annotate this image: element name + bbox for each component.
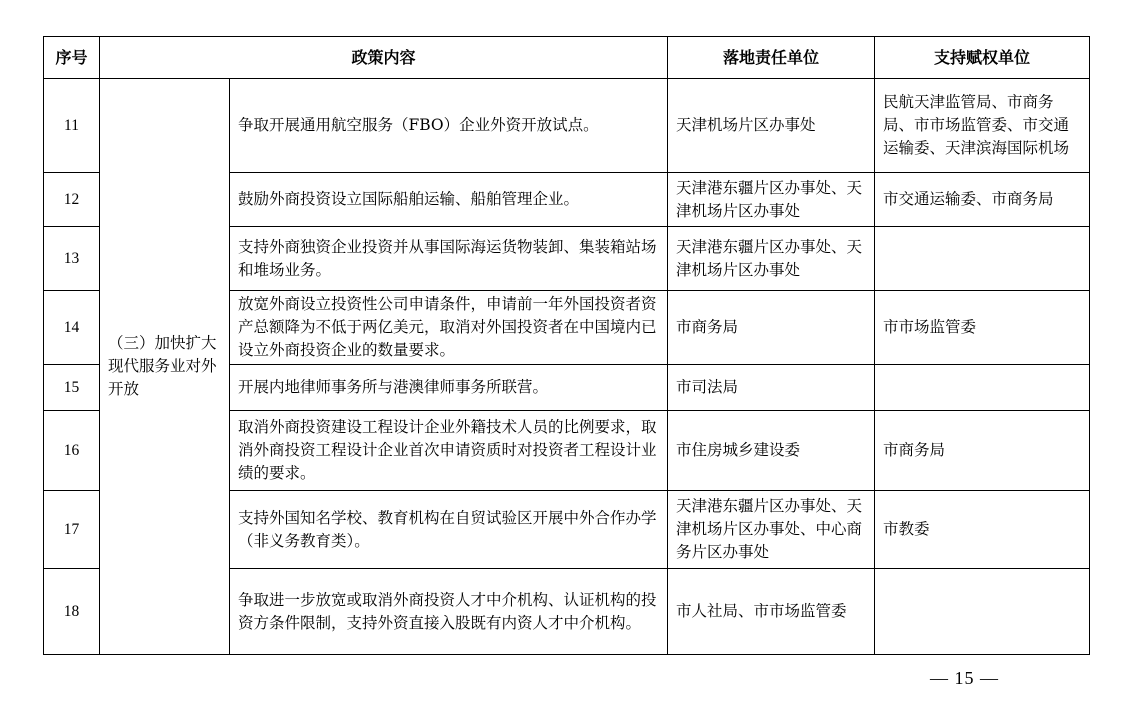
policy-content: 支持外国知名学校、教育机构在自贸试验区开展中外合作办学（非义务教育类）。 <box>230 491 668 569</box>
header-unit: 落地责任单位 <box>668 37 875 79</box>
row-number: 14 <box>44 291 100 365</box>
supporting-unit: 民航天津监管局、市商务局、市市场监管委、市交通运输委、天津滨海国际机场 <box>875 79 1090 173</box>
header-no: 序号 <box>44 37 100 79</box>
policy-content: 开展内地律师事务所与港澳律师事务所联营。 <box>230 365 668 411</box>
responsible-unit: 天津港东疆片区办事处、天津机场片区办事处 <box>668 173 875 227</box>
responsible-unit: 市人社局、市市场监管委 <box>668 569 875 655</box>
responsible-unit: 市住房城乡建设委 <box>668 411 875 491</box>
responsible-unit: 市司法局 <box>668 365 875 411</box>
responsible-unit: 天津港东疆片区办事处、天津机场片区办事处 <box>668 227 875 291</box>
responsible-unit: 天津港东疆片区办事处、天津机场片区办事处、中心商务片区办事处 <box>668 491 875 569</box>
category-cell: （三）加快扩大现代服务业对外开放 <box>100 79 230 655</box>
supporting-unit: 市教委 <box>875 491 1090 569</box>
header-content: 政策内容 <box>100 37 668 79</box>
policy-table <box>43 36 1090 655</box>
row-number: 12 <box>44 173 100 227</box>
header-support: 支持赋权单位 <box>875 37 1090 79</box>
table-row <box>44 79 1090 173</box>
table-header-row <box>44 37 1090 79</box>
row-number: 15 <box>44 365 100 411</box>
supporting-unit: 市商务局 <box>875 411 1090 491</box>
responsible-unit: 市商务局 <box>668 291 875 365</box>
supporting-unit <box>875 569 1090 655</box>
page-number: — 15 — <box>930 668 999 688</box>
row-number: 13 <box>44 227 100 291</box>
policy-content: 争取进一步放宽或取消外商投资人才中介机构、认证机构的投资方条件限制，支持外资直接入股既有内资人才中介机构。 <box>230 569 668 655</box>
row-number: 18 <box>44 569 100 655</box>
policy-content: 鼓励外商投资设立国际船舶运输、船舶管理企业。 <box>230 173 668 227</box>
supporting-unit: 市交通运输委、市商务局 <box>875 173 1090 227</box>
policy-content: 放宽外商设立投资性公司申请条件，申请前一年外国投资者资产总额降为不低于两亿美元，取消对外国投资者在中国境内已设立外商投资企业的数量要求。 <box>230 291 668 365</box>
policy-content: 取消外商投资建设工程设计企业外籍技术人员的比例要求，取消外商投资工程设计企业首次申请资质时对投资者工程设计业绩的要求。 <box>230 411 668 491</box>
supporting-unit: 市市场监管委 <box>875 291 1090 365</box>
row-number: 17 <box>44 491 100 569</box>
responsible-unit: 天津机场片区办事处 <box>668 79 875 173</box>
supporting-unit <box>875 365 1090 411</box>
supporting-unit <box>875 227 1090 291</box>
policy-content: 争取开展通用航空服务（FBO）企业外资开放试点。 <box>230 79 668 173</box>
row-number: 16 <box>44 411 100 491</box>
policy-content: 支持外商独资企业投资并从事国际海运货物装卸、集装箱站场和堆场业务。 <box>230 227 668 291</box>
row-number: 11 <box>44 79 100 173</box>
